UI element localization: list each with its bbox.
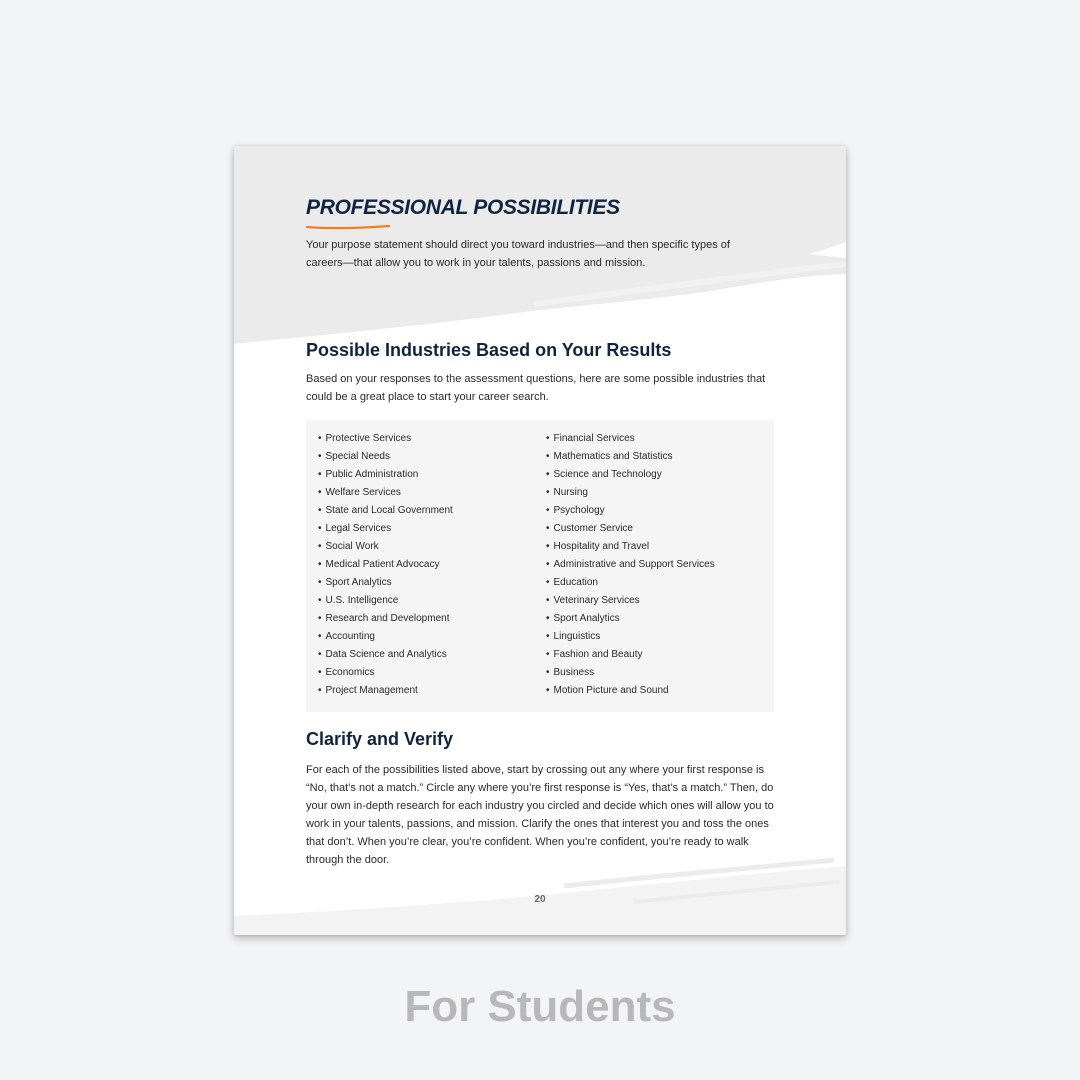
list-item: • Psychology xyxy=(546,502,715,520)
industries-list-box xyxy=(306,420,774,712)
title-underline xyxy=(306,224,390,230)
list-item: • U.S. Intelligence xyxy=(318,592,453,610)
industries-list-left xyxy=(318,430,453,700)
clarify-paragraph: For each of the possibilities listed above, start by crossing out any where your first response is “No, that’s not a match.” Circle any where you’re first response is “Yes, that’s a match.” Then, do your own in-depth research for each industry you circled and decide which ones will allow you to work in your talents, passions, and mission. Clarify the ones that interest you and toss the ones that don’t. When you’re clear, you’re confident. When you’re confident, you’re ready to walk through the door. xyxy=(306,764,774,866)
list-item: • Science and Technology xyxy=(546,466,715,484)
intro-paragraph: Your purpose statement should direct you toward industries—and then specific types of careers—that allow you to work in your talents, passions and mission. xyxy=(306,239,730,269)
list-item: • Nursing xyxy=(546,484,715,502)
list-item: • Special Needs xyxy=(318,448,453,466)
list-item: • Economics xyxy=(318,664,453,682)
industries-heading: Possible Industries Based on Your Results xyxy=(306,340,672,360)
industries-list-right xyxy=(546,430,715,700)
list-item: • Protective Services xyxy=(318,430,453,448)
list-item: • Accounting xyxy=(318,628,453,646)
list-item: • Research and Development xyxy=(318,610,453,628)
list-item: • Customer Service xyxy=(546,520,715,538)
document-page xyxy=(234,146,846,935)
list-item: • State and Local Government xyxy=(318,502,453,520)
list-item: • Business xyxy=(546,664,715,682)
page-title: PROFESSIONAL POSSIBILITIES xyxy=(306,196,620,219)
list-item: • Mathematics and Statistics xyxy=(546,448,715,466)
list-item: • Fashion and Beauty xyxy=(546,646,715,664)
list-item: • Data Science and Analytics xyxy=(318,646,453,664)
caption: For Students xyxy=(404,982,676,1031)
list-item: • Linguistics xyxy=(546,628,715,646)
list-item: • Hospitality and Travel xyxy=(546,538,715,556)
clarify-heading: Clarify and Verify xyxy=(306,729,454,749)
list-item: • Public Administration xyxy=(318,466,453,484)
list-item: • Education xyxy=(546,574,715,592)
list-item: • Sport Analytics xyxy=(318,574,453,592)
list-item: • Legal Services xyxy=(318,520,453,538)
list-item: • Financial Services xyxy=(546,430,715,448)
list-item: • Medical Patient Advocacy xyxy=(318,556,453,574)
list-item: • Welfare Services xyxy=(318,484,453,502)
list-item: • Social Work xyxy=(318,538,453,556)
list-item: • Sport Analytics xyxy=(546,610,715,628)
industries-description: Based on your responses to the assessment questions, here are some possible industries that could be a great place to start your career search. xyxy=(306,373,766,403)
list-item: • Administrative and Support Services xyxy=(546,556,715,574)
list-item: • Veterinary Services xyxy=(546,592,715,610)
list-item: • Motion Picture and Sound xyxy=(546,682,715,700)
list-item: • Project Management xyxy=(318,682,453,700)
page-number: 20 xyxy=(534,894,546,905)
